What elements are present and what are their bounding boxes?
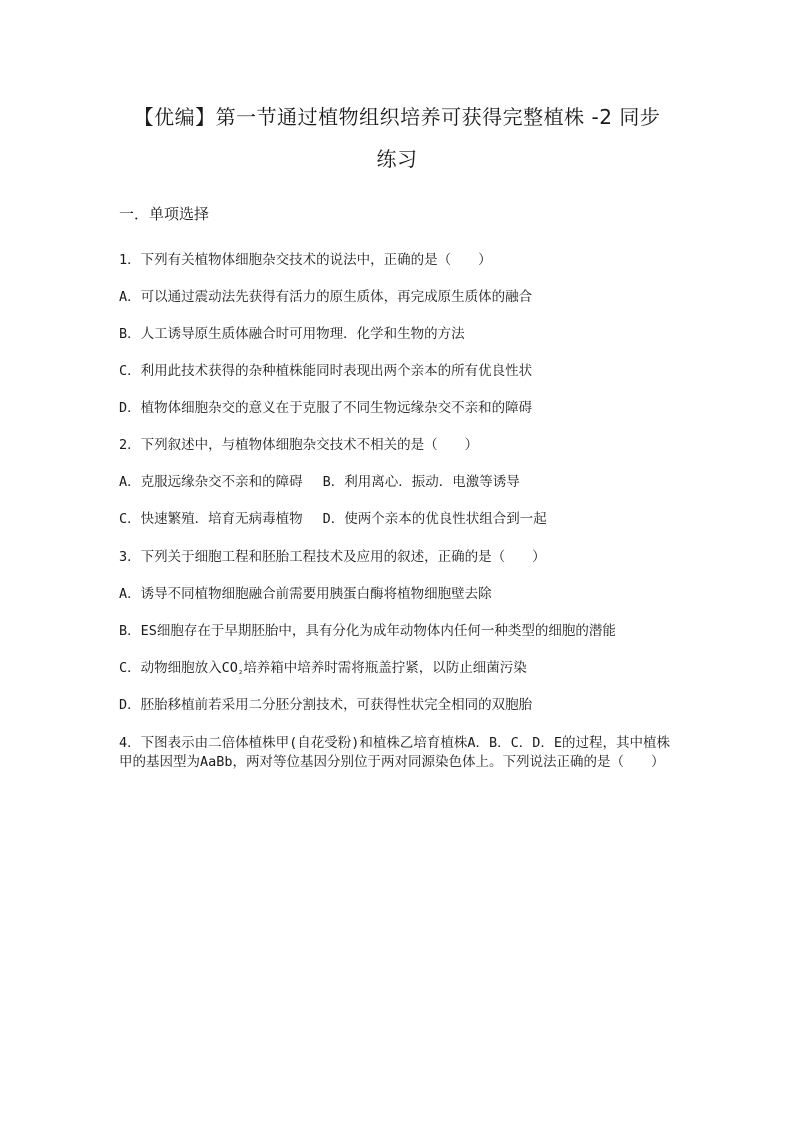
co2-subscript: ₂ [237,667,244,677]
page-title-line-1: 【优编】第一节通过植物组织培养可获得完整植株 -2 同步 [133,105,661,129]
page-title-line-2: 练习 [376,147,418,171]
question-2-options-cd [119,510,679,528]
question-3-option-c [119,659,679,681]
question-3-option-d: D．胚胎移植前若采用二分胚分割技术，可获得性状完全相同的双胞胎 [119,697,533,713]
question-1-option-d: D．植物体细胞杂交的意义在于克服了不同生物远缘杂交不亲和的障碍 [119,400,533,416]
section-heading: 一．单项选择 [119,205,210,223]
question-2-option-c: C．快速繁殖．培育无病毒植物 [119,511,303,527]
question-1-stem: 1．下列有关植物体细胞杂交技术的说法中，正确的是（ ） [119,252,492,268]
question-2-option-b: B．利用离心．振动．电激等诱导 [322,474,520,490]
question-3-stem: 3．下列关于细胞工程和胚胎工程技术及应用的叙述，正确的是（ ） [119,549,546,565]
question-1-option-b: B．人工诱导原生质体融合时可用物理．化学和生物的方法 [119,326,465,342]
question-3-option-c-part1: C．动物细胞放入CO [119,660,238,676]
question-4-stem: 4．下图表示由二倍体植株甲(自花受粉)和植株乙培育植株A．B．C．D．E的过程，其中植株甲的基因型为AaBb，两对等位基因分别位于两对同源染色体上。下列说法正确的是（ ） [119,735,671,770]
question-1-option-c: C．利用此技术获得的杂种植株能同时表现出两个亲本的所有优良性状 [119,363,533,379]
question-3-option-a: A．诱导不同植物细胞融合前需要用胰蛋白酶将植物细胞壁去除 [119,586,492,602]
question-2-option-d: D．使两个亲本的优良性状组合到一起 [322,511,547,527]
question-3-option-c-part2: 培养箱中培养时需将瓶盖拧紧，以防止细菌污染 [243,660,527,676]
question-2-options-ab [119,473,679,491]
question-2-stem: 2．下列叙述中，与植物体细胞杂交技术不相关的是（ ） [119,437,479,453]
question-2-option-a: A．克服远缘杂交不亲和的障碍 [119,474,303,490]
question-3-option-b: B．ES细胞存在于早期胚胎中，具有分化为成年动物体内任何一种类型的细胞的潜能 [119,623,616,639]
question-1-option-a: A．可以通过震动法先获得有活力的原生质体，再完成原生质体的融合 [119,289,533,305]
